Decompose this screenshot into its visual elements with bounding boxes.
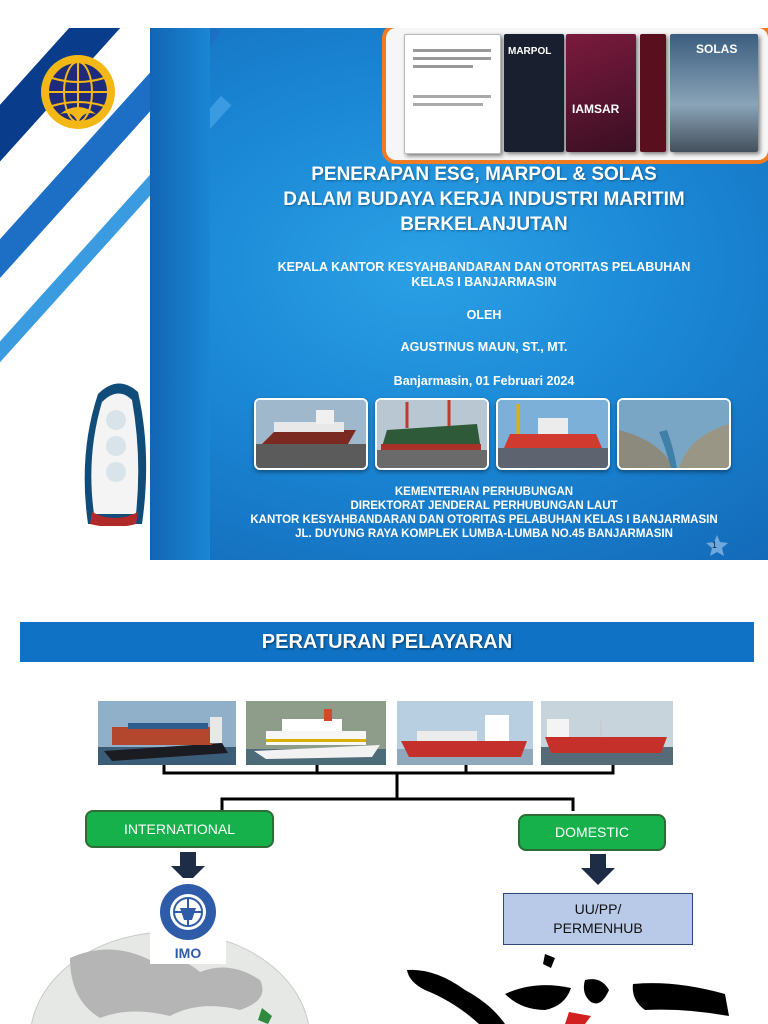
iamsar-label: IAMSAR [572,102,620,116]
solas-book [670,34,758,152]
regulation-book [404,34,501,154]
footer-line-2: DIREKTORAT JENDERAL PERHUBUNGAN LAUT [350,500,618,512]
position-line-2: KELAS I BANJARMASIN [411,275,557,289]
marpol-label: MARPOL [508,46,552,57]
title-line-1: PENERAPAN ESG, MARPOL & SOLAS [311,164,657,185]
footer-line-1: KEMENTERIAN PERHUBUNGAN [394,486,574,498]
imo-logo [150,878,226,964]
ministry-logo-icon [38,52,118,132]
title-slide [0,28,768,560]
solas-label: SOLAS [696,42,738,56]
iamsar-book [566,34,636,152]
shipyard-photo-3 [496,398,610,470]
presentation-title [205,162,763,237]
shipyard-photo-2 [375,398,489,470]
lpg-carrier-photo [397,701,533,765]
regulation-line-1: UU/PP/ [574,901,622,917]
lng-carrier-illustration [78,374,152,526]
blue-side-panel [150,28,210,560]
marpol-book [504,34,564,152]
presentation-date: Banjarmasin, 01 Februari 2024 [393,374,575,388]
domestic-box: DOMESTIC [518,814,666,851]
title-line-2: DALAM BUDAYA KERJA INDUSTRI MARITIM [283,189,685,210]
arrow-down-icon [580,854,616,886]
section-title: PERATURAN PELAYARAN [20,622,754,662]
harbor-aerial-photo [617,398,731,470]
position-line-1: KEPALA KANTOR KESYAHBANDARAN DAN OTORITAS PELABUHAN [277,260,691,274]
institution-footer [205,485,763,541]
presenter-position [205,260,763,290]
page-number: 1 [712,540,718,550]
regulation-line-2: PERMENHUB [553,920,643,936]
book-spine [640,34,666,152]
shipyard-photo-1 [254,398,368,470]
container-ship-photo [98,701,236,765]
international-box: INTERNATIONAL [85,810,274,848]
domestic-regulations-box [503,893,693,945]
passenger-ship-photo [246,701,386,765]
author-name: AGUSTINUS MAUN, ST., MT. [400,340,568,354]
title-line-3: BERKELANJUTAN [400,214,568,235]
tanker-photo [541,701,673,765]
footer-line-3: KANTOR KESYAHBANDARAN DAN OTORITAS PELABUHAN KELAS I BANJARMASIN [250,514,718,526]
by-label: OLEH [466,308,502,322]
imo-label: IMO [174,945,202,961]
footer-line-4: JL. DUYUNG RAYA KOMPLEK LUMBA-LUMBA NO.45 BANJARMASIN [295,528,673,540]
hierarchy-connectors [0,765,768,815]
publications-banner [382,28,768,164]
indonesia-map-image [395,950,735,1024]
